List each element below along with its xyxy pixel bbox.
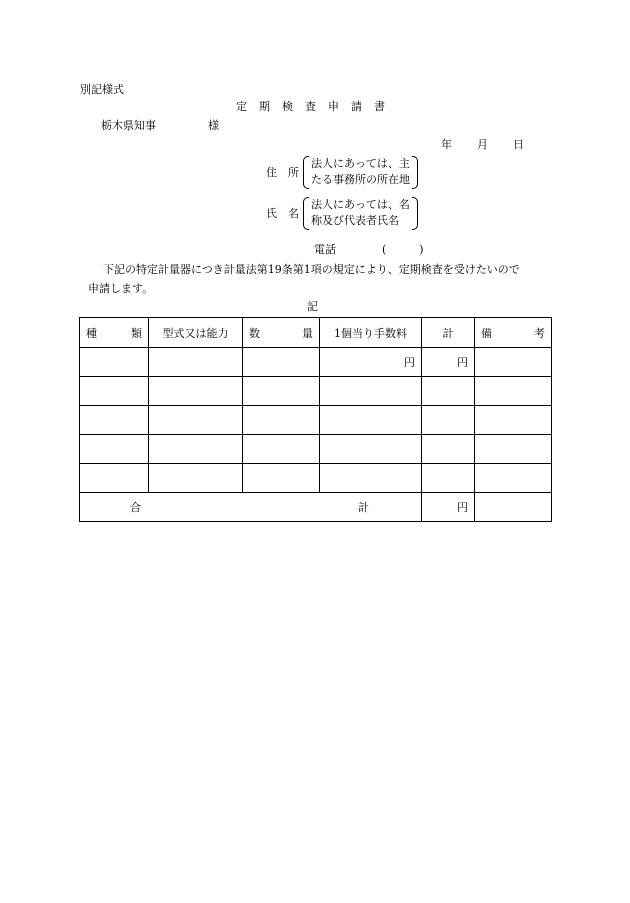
title-char: 定 — [236, 100, 247, 113]
table-cell[interactable] — [320, 435, 422, 464]
table-row — [80, 406, 552, 435]
table-cell[interactable] — [80, 435, 149, 464]
header-model: 型式又は能力 — [149, 318, 243, 348]
table-cell[interactable] — [80, 377, 149, 406]
ki-heading: 記 — [307, 300, 318, 313]
date-year: 年 — [441, 138, 452, 151]
table-cell[interactable] — [475, 348, 552, 377]
title-char: 書 — [374, 100, 385, 113]
table-cell[interactable] — [149, 348, 243, 377]
table-row — [80, 348, 552, 377]
name-note-line1: 法人にあっては、名 — [311, 198, 410, 211]
phone-label: 電話 — [314, 243, 336, 256]
header-quantity: 数 量 — [243, 318, 320, 348]
table-cell[interactable] — [149, 406, 243, 435]
table-cell[interactable] — [320, 406, 422, 435]
form-title — [236, 101, 385, 112]
date-day: 日 — [513, 138, 524, 151]
address-label: 住 所 — [266, 166, 299, 179]
table-cell[interactable] — [243, 464, 320, 493]
bracket-right — [412, 156, 418, 189]
table-cell[interactable] — [80, 348, 149, 377]
table-row — [80, 464, 552, 493]
table-cell[interactable] — [422, 406, 475, 435]
table-footer-row — [80, 493, 552, 522]
title-char: 申 — [328, 100, 339, 113]
table-cell[interactable] — [149, 435, 243, 464]
table-cell[interactable] — [243, 406, 320, 435]
table-cell[interactable] — [475, 464, 552, 493]
header-remarks: 備 考 — [475, 318, 552, 348]
total-yen-cell[interactable]: 円 — [422, 348, 475, 377]
table-header-row — [80, 318, 552, 348]
addressee-governor: 栃木県知事 — [101, 119, 156, 132]
bracket-right — [412, 197, 418, 230]
inspection-table — [79, 317, 552, 522]
title-char: 期 — [259, 100, 270, 113]
header-total: 計 — [422, 318, 475, 348]
table-cell[interactable] — [422, 464, 475, 493]
table-row — [80, 435, 552, 464]
bracket-left — [303, 156, 309, 189]
table-cell[interactable] — [422, 377, 475, 406]
title-char: 査 — [305, 100, 316, 113]
title-char: 検 — [282, 100, 293, 113]
table-cell[interactable] — [80, 406, 149, 435]
grand-total-yen[interactable]: 円 — [422, 493, 475, 522]
body-line-1: 下記の特定計量器につき計量法第19条第1項の規定により、定期検査を受けたいので — [103, 263, 520, 276]
fee-yen-cell[interactable]: 円 — [320, 348, 422, 377]
date-month: 月 — [477, 138, 488, 151]
body-line-2: 申請します。 — [88, 282, 154, 295]
name-note-line2: 称及び代表者氏名 — [311, 214, 399, 227]
header-kind: 種 類 — [80, 318, 149, 348]
header-fee: 1個当り手数料 — [320, 318, 422, 348]
grand-total-label: 合 計 — [80, 493, 422, 522]
table-cell[interactable] — [149, 464, 243, 493]
name-note — [303, 197, 418, 230]
table-cell[interactable] — [422, 435, 475, 464]
address-note — [303, 156, 418, 189]
addressee-honorific: 様 — [208, 119, 219, 132]
bracket-left — [303, 197, 309, 230]
table-cell[interactable] — [80, 464, 149, 493]
table-row — [80, 377, 552, 406]
address-note-line2: たる事務所の所在地 — [311, 173, 410, 186]
table-cell[interactable] — [243, 348, 320, 377]
address-note-line1: 法人にあっては、主 — [311, 157, 410, 170]
title-char: 請 — [351, 100, 362, 113]
table-cell[interactable] — [475, 377, 552, 406]
table-cell[interactable] — [475, 406, 552, 435]
table-cell[interactable] — [243, 435, 320, 464]
table-cell[interactable] — [320, 464, 422, 493]
phone-parens: ( ) — [382, 243, 424, 256]
table-cell[interactable] — [475, 493, 552, 522]
name-label: 氏 名 — [266, 207, 299, 220]
table-cell[interactable] — [320, 377, 422, 406]
table-cell[interactable] — [475, 435, 552, 464]
form-label: 別記様式 — [80, 83, 124, 96]
table-cell[interactable] — [243, 377, 320, 406]
table-cell[interactable] — [149, 377, 243, 406]
